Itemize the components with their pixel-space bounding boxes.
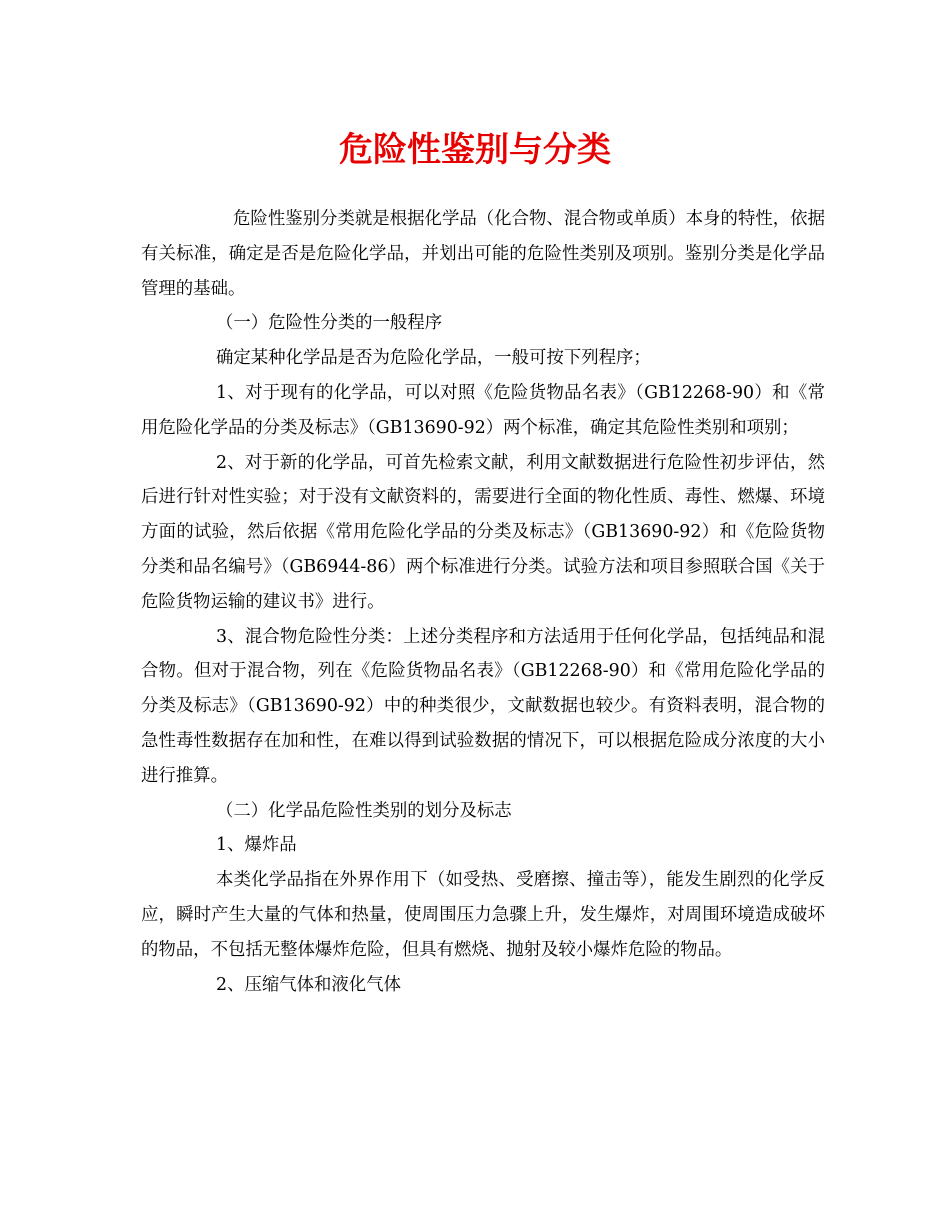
document-title: 危险性鉴别与分类 xyxy=(339,130,611,170)
section-heading-2: （二）化学品危险性类别的划分及标志 xyxy=(216,800,512,821)
subheading-gases: 2、压缩气体和液化气体 xyxy=(216,974,401,995)
paragraph-item-2: 2、对于新的化学品，可首先检索文献，利用文献数据进行危险性初步评估，然后进行针对性实验；对于没有文献资料的，需要进行全面的物化性质、毒性、燃爆、环境方面的试验，然后依据《常用危险化学品的分类及标志》（GB13690-92）和《危险货物分类和品名编号》（GB6944-86）两个标准进行分类。试验方法和项目参照联合国《关于危险货物运输的建议书》进行。 xyxy=(141,452,825,612)
document-body xyxy=(141,202,825,1002)
paragraph-procedure-intro: 确定某种化学品是否为危险化学品，一般可按下列程序； xyxy=(216,348,651,369)
paragraph-item-1: 1、对于现有的化学品，可以对照《危险货物品名表》（GB12268-90）和《常用危险化学品的分类及标志》（GB13690-92）两个标准，确定其危险性类别和项别； xyxy=(141,382,825,438)
paragraph-item-3: 3、混合物危险性分类：上述分类程序和方法适用于任何化学品，包括纯品和混合物。但对于混合物，列在《危险货物品名表》（GB12268-90）和《常用危险化学品的分类及标志》（GB13690-92）中的种类很少，文献数据也较少。有资料表明，混合物的急性毒性数据存在加和性，在难以得到试验数据的情况下，可以根据危险成分浓度的大小进行推算。 xyxy=(141,626,825,786)
subheading-explosives: 1、爆炸品 xyxy=(216,835,297,856)
section-heading-1: （一）危险性分类的一般程序 xyxy=(216,313,443,334)
paragraph-explosives: 本类化学品指在外界作用下（如受热、受磨擦、撞击等），能发生剧烈的化学反应，瞬时产生大量的气体和热量，使周围压力急骤上升，发生爆炸，对周围环境造成破坏的物品，不包括无整体爆炸危险，但具有燃烧、抛射及较小爆炸危险的物品。 xyxy=(141,870,825,960)
paragraph-intro: 危险性鉴别分类就是根据化学品（化合物、混合物或单质）本身的特性，依据有关标准，确定是否是危险化学品，并划出可能的危险性类别及项别。鉴别分类是化学品管理的基础。 xyxy=(141,209,825,299)
